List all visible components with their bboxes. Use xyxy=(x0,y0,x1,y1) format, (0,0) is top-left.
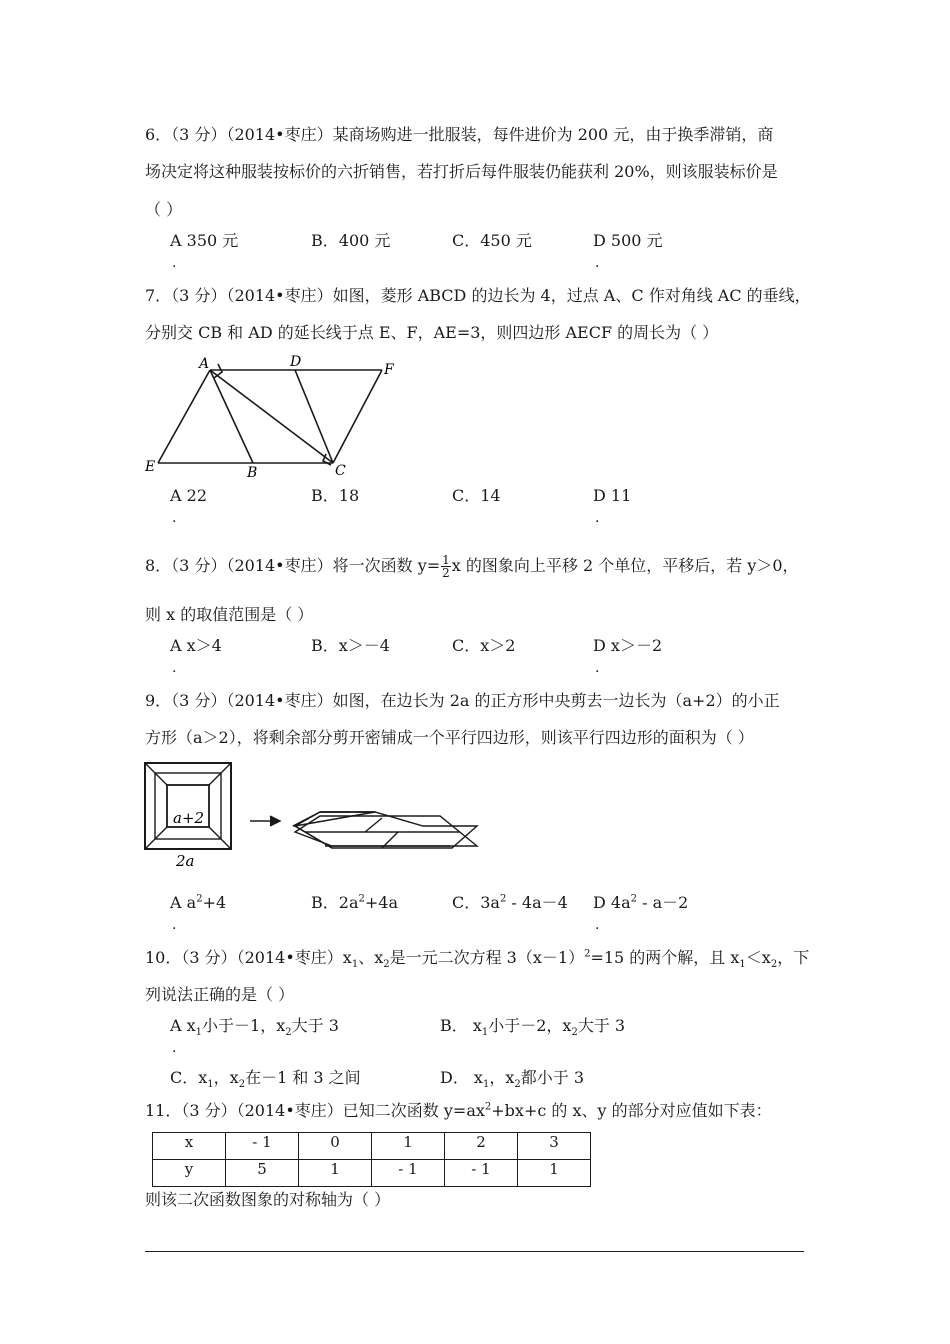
q9-d-pre: D 4a xyxy=(593,893,631,912)
q11-line3: 则该二次函数图象的对称轴为（ ） xyxy=(145,1190,391,1209)
q10-sub-4: 2 xyxy=(770,959,778,971)
q10-d-s1: 1 xyxy=(482,1079,490,1091)
q7-option-c: C．14 xyxy=(452,486,501,505)
q7-line1: 7．（3 分）（2014•枣庄）如图，菱形 ABCD 的边长为 4，过点 A、C 作对角线 AC 的垂线， xyxy=(145,286,811,305)
q8-option-a: A x＞4 xyxy=(170,636,222,655)
q10-line1 xyxy=(145,948,810,971)
table-cell: 0 xyxy=(299,1133,372,1160)
q10-option-d xyxy=(440,1068,585,1091)
q6-dot-a: . xyxy=(172,255,177,271)
q8-dot-a: . xyxy=(172,660,177,676)
q8-frac-den: 2 xyxy=(442,566,450,580)
table-cell: 1 xyxy=(299,1160,372,1187)
q10-a-s2: 2 xyxy=(285,1027,292,1039)
vertex-f-label: F xyxy=(384,362,394,378)
q10-b-mid: 小于－2，x xyxy=(488,1016,572,1035)
q9-option-a xyxy=(170,893,226,913)
q9-b-sup: 2 xyxy=(358,893,365,905)
q10-a-s1: 1 xyxy=(195,1027,203,1039)
q9-c-pre: C．3a xyxy=(452,893,500,912)
q9-b-pre: B．2a xyxy=(311,893,359,912)
q11-suffix: +bx+c 的 x、y 的部分对应值如下表： xyxy=(491,1101,772,1120)
table-cell: y xyxy=(153,1160,226,1187)
q6-line1: 6．（3 分）（2014•枣庄）某商场购进一批服装，每件进价为 200 元，由于换季滞销，商 xyxy=(145,125,774,144)
q9-option-b xyxy=(311,893,398,913)
table-cell: 1 xyxy=(372,1133,445,1160)
q9-line1: 9．（3 分）（2014•枣庄）如图，在边长为 2a 的正方形中央剪去一边长为（a+2）的小正 xyxy=(145,691,780,710)
q8-dot-d: . xyxy=(595,660,600,676)
table-cell: x xyxy=(153,1133,226,1160)
q8-option-d: D x＞－2 xyxy=(593,636,663,655)
q6-option-b: B．400 元 xyxy=(311,231,391,250)
q9-d-sup: 2 xyxy=(630,893,638,905)
q9-dot-a: . xyxy=(172,917,177,933)
q10-sup: 2 xyxy=(584,948,591,960)
rhombus-figure xyxy=(140,350,400,480)
q10-line2: 列说法正确的是（ ） xyxy=(145,985,295,1004)
q10-text-e: ＜x xyxy=(745,948,771,967)
q10-a-pre: A x xyxy=(170,1016,196,1035)
q8-line2: 则 x 的取值范围是（ ） xyxy=(145,605,314,624)
q9-a-pre: A a xyxy=(170,893,197,912)
q6-dot-d: . xyxy=(595,255,600,271)
q10-option-a xyxy=(170,1016,339,1039)
q10-b-s2: 2 xyxy=(571,1027,578,1039)
table-cell: 5 xyxy=(226,1160,299,1187)
q10-sub-1: 1 xyxy=(351,959,359,971)
q6-option-a: A 350 元 xyxy=(170,231,239,250)
q9-c-post: - 4a－4 xyxy=(506,893,568,912)
q10-text-d: =15 的两个解，且 x xyxy=(590,948,740,967)
q7-dot-d: . xyxy=(595,510,600,526)
q10-text-f: ，下 xyxy=(777,948,810,967)
q9-dot-d: . xyxy=(595,917,600,933)
q8-prefix: 8．（3 分）（2014•枣庄）将一次函数 y= xyxy=(145,556,441,575)
q10-d-mid: ，x xyxy=(489,1068,515,1087)
q11-line1 xyxy=(145,1101,772,1121)
q10-b-post: 大于 3 xyxy=(577,1016,626,1035)
q8-frac-num: 1 xyxy=(442,553,450,567)
q10-b-pre: B． x xyxy=(440,1016,482,1035)
q10-dot-a: . xyxy=(172,1040,177,1056)
vertex-c-label: C xyxy=(335,463,346,479)
q10-c-s2: 2 xyxy=(238,1079,246,1091)
values-table xyxy=(152,1132,591,1187)
q8-option-b: B．x＞－4 xyxy=(311,636,390,655)
q10-a-mid: 小于－1，x xyxy=(202,1016,286,1035)
q10-c-pre: C．x xyxy=(170,1068,208,1087)
q9-a-post: +4 xyxy=(202,893,227,912)
q10-option-b xyxy=(440,1016,626,1039)
q6-option-c: C．450 元 xyxy=(452,231,532,250)
q8-fraction xyxy=(441,554,451,579)
q6-line2: 场决定将这种服装按标价的六折销售，若打折后每件服装仍能获利 20%，则该服装标价是 xyxy=(145,162,778,181)
q7-line2: 分别交 CB 和 AD 的延长线于点 E、F，AE=3，则四边形 AECF 的周长为（ ） xyxy=(145,323,719,342)
q10-sub-2: 2 xyxy=(383,959,390,971)
table-cell: 3 xyxy=(518,1133,591,1160)
q10-b-s1: 1 xyxy=(481,1027,489,1039)
vertex-a-label: A xyxy=(199,356,210,372)
vertex-d-label: D xyxy=(290,354,302,370)
square-parallelogram-figure xyxy=(140,760,485,872)
q10-c-post: 在－1 和 3 之间 xyxy=(245,1068,361,1087)
inner-square-label: a+2 xyxy=(173,809,205,827)
q11-sup: 2 xyxy=(484,1101,492,1113)
q10-text-c: 是一元二次方程 3（x－1） xyxy=(389,948,585,967)
q9-option-c xyxy=(452,893,568,913)
q9-d-post: - a－2 xyxy=(637,893,689,912)
q10-c-mid: ，x xyxy=(213,1068,239,1087)
q6-line3: （ ） xyxy=(145,200,183,219)
q8-line1 xyxy=(145,553,799,579)
table-row-y xyxy=(153,1160,591,1187)
q10-text-a: 10．（3 分）（2014•枣庄）x xyxy=(145,948,352,967)
table-cell: - 1 xyxy=(226,1133,299,1160)
table-cell: 1 xyxy=(518,1160,591,1187)
vertex-b-label: B xyxy=(247,465,258,480)
q9-c-sup: 2 xyxy=(499,893,507,905)
q10-option-c xyxy=(170,1068,361,1091)
q7-dot-a: . xyxy=(172,510,177,526)
table-cell: - 1 xyxy=(445,1160,518,1187)
q10-sub-3: 1 xyxy=(739,959,746,971)
q10-d-pre: D． x xyxy=(440,1068,483,1087)
footer-divider xyxy=(145,1251,804,1252)
q10-a-post: 大于 3 xyxy=(291,1016,339,1035)
outer-square-label: 2a xyxy=(176,852,195,870)
q8-option-c: C．x＞2 xyxy=(452,636,516,655)
q7-option-a: A 22 xyxy=(170,486,207,505)
vertex-e-label: E xyxy=(145,459,156,475)
q10-c-s1: 1 xyxy=(207,1079,214,1091)
q7-option-d: D 11 xyxy=(593,486,632,505)
q6-option-d: D 500 元 xyxy=(593,231,663,250)
q9-b-post: +4a xyxy=(364,893,398,912)
q9-line2: 方形（a＞2），将剩余部分剪开密铺成一个平行四边形，则该平行四边形的面积为（ ） xyxy=(145,728,754,747)
table-row-x xyxy=(153,1133,591,1160)
q9-a-sup: 2 xyxy=(196,893,203,905)
q8-suffix: x 的图象向上平移 2 个单位，平移后，若 y＞0， xyxy=(451,556,799,575)
q10-text-b: 、x xyxy=(358,948,384,967)
q7-option-b: B．18 xyxy=(311,486,360,505)
q10-d-post: 都小于 3 xyxy=(520,1068,585,1087)
q9-option-d xyxy=(593,893,688,913)
q10-d-s2: 2 xyxy=(514,1079,521,1091)
q11-prefix: 11．（3 分）（2014•枣庄）已知二次函数 y=ax xyxy=(145,1101,485,1120)
table-cell: - 1 xyxy=(372,1160,445,1187)
table-cell: 2 xyxy=(445,1133,518,1160)
